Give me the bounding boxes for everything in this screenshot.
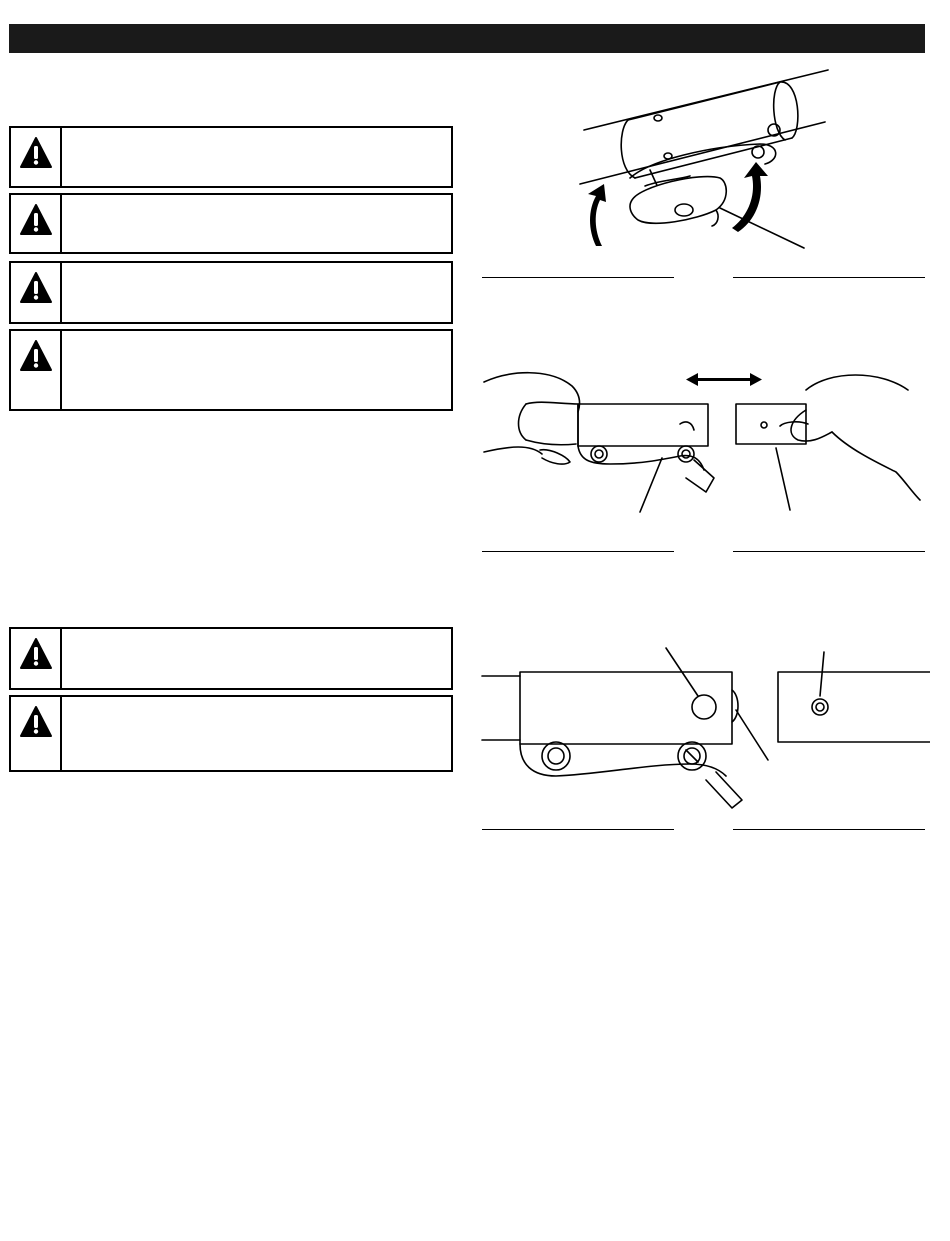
warning-triangle-icon bbox=[19, 136, 53, 170]
warning-triangle-icon bbox=[19, 271, 53, 305]
figure-caption-rule bbox=[733, 551, 925, 552]
warning-icon-cell bbox=[11, 128, 62, 186]
figure-separate-shafts bbox=[480, 360, 930, 520]
warning-box-6 bbox=[9, 695, 453, 772]
warning-triangle-icon bbox=[19, 637, 53, 671]
warning-icon-cell bbox=[11, 195, 62, 252]
warning-box-2 bbox=[9, 193, 453, 254]
warning-icon-cell bbox=[11, 331, 62, 409]
warning-box-4 bbox=[9, 329, 453, 411]
warning-icon-cell bbox=[11, 697, 62, 770]
warning-box-1 bbox=[9, 126, 453, 188]
warning-icon-cell bbox=[11, 263, 62, 322]
figure-caption-rule bbox=[482, 829, 674, 830]
warning-icon-cell bbox=[11, 629, 62, 688]
figure-caption-rule bbox=[733, 829, 925, 830]
warning-box-5 bbox=[9, 627, 453, 690]
warning-triangle-icon bbox=[19, 203, 53, 237]
warning-box-3 bbox=[9, 261, 453, 324]
warning-triangle-icon bbox=[19, 705, 53, 739]
figure-caption-rule bbox=[733, 277, 925, 278]
warning-triangle-icon bbox=[19, 339, 53, 373]
figure-align-holes bbox=[480, 640, 930, 815]
section-header-bar bbox=[9, 24, 925, 53]
figure-coupler-knob bbox=[480, 60, 930, 260]
figure-caption-rule bbox=[482, 551, 674, 552]
figure-caption-rule bbox=[482, 277, 674, 278]
